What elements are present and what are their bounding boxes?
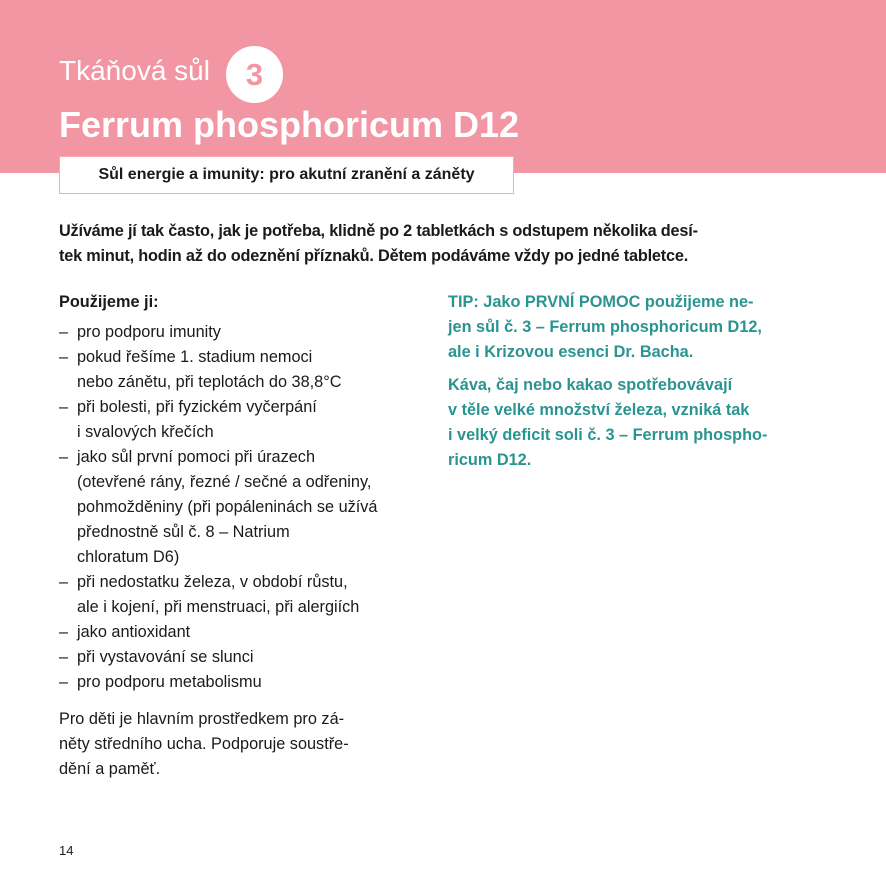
- tip-line: jen sůl č. 3 – Ferrum phosphoricum D12,: [448, 318, 762, 336]
- uses-column: [59, 290, 429, 782]
- list-item: [59, 320, 429, 345]
- list-item-line: nebo zánětu, při teplotách do 38,8°C: [77, 373, 342, 391]
- tip-first-aid: [448, 290, 808, 365]
- dash-bullet: –: [59, 323, 69, 341]
- list-item: [59, 570, 429, 620]
- list-item: [59, 670, 429, 695]
- intro-line: tek minut, hodin až do odeznění příznaků. Dětem podáváme vždy po jedné tabletce.: [59, 247, 689, 265]
- list-item-line: jako sůl první pomoci při úrazech: [77, 448, 315, 466]
- list-item-line: při nedostatku železa, v období růstu,: [77, 573, 348, 591]
- list-item: [59, 445, 429, 570]
- list-item-line: při vystavování se slunci: [77, 648, 254, 666]
- list-item-line: chloratum D6): [77, 548, 180, 566]
- kicker: Tkáňová sůl: [59, 55, 210, 86]
- note-line: Pro děti je hlavním prostředkem pro zá-: [59, 710, 345, 728]
- children-note: [59, 707, 429, 782]
- subtitle: Sůl energie a imunity: pro akutní zranění a záněty: [98, 166, 475, 183]
- list-item-line: přednostně sůl č. 8 – Natrium: [77, 523, 290, 541]
- dash-bullet: –: [59, 623, 69, 641]
- page-number: 14: [59, 843, 74, 858]
- note-line: něty středního ucha. Podporuje soustře-: [59, 735, 349, 753]
- list-item-line: při bolesti, při fyzickém vyčerpání: [77, 398, 317, 416]
- list-item: [59, 345, 429, 395]
- uses-list: [59, 320, 429, 695]
- list-item: [59, 645, 429, 670]
- tip-column: [448, 290, 808, 473]
- tip-line: i velký deficit soli č. 3 – Ferrum phospho-: [448, 426, 768, 444]
- tip-line: TIP: Jako PRVNÍ POMOC použijeme ne-: [448, 293, 754, 311]
- tip-line: v těle velké množství železa, vzniká tak: [448, 401, 750, 419]
- list-item-line: pro podporu imunity: [77, 323, 221, 341]
- list-item-line: (otevřené rány, řezné / sečné a odřeniny,: [77, 473, 372, 491]
- list-item: [59, 395, 429, 445]
- dash-bullet: –: [59, 398, 69, 416]
- list-item-line: jako antioxidant: [77, 623, 191, 641]
- list-item-line: pokud řešíme 1. stadium nemoci: [77, 348, 313, 366]
- tip-line: ricum D12.: [448, 451, 532, 469]
- tip-line: ale i Krizovou esenci Dr. Bacha.: [448, 343, 694, 361]
- dash-bullet: –: [59, 573, 69, 591]
- list-item-line: ale i kojení, při menstruaci, při alergiích: [77, 598, 360, 616]
- tip-line: Káva, čaj nebo kakao spotřebovávají: [448, 376, 733, 394]
- uses-heading: Použijeme ji:: [59, 293, 159, 311]
- salt-number-badge: 3: [226, 46, 283, 103]
- tip-coffee: [448, 373, 808, 473]
- dash-bullet: –: [59, 673, 69, 691]
- note-line: dění a paměť.: [59, 760, 161, 778]
- list-item-line: pohmožděniny (při popáleninách se užívá: [77, 498, 378, 516]
- dash-bullet: –: [59, 648, 69, 666]
- list-item-line: i svalových křečích: [77, 423, 214, 441]
- dash-bullet: –: [59, 448, 69, 466]
- dash-bullet: –: [59, 348, 69, 366]
- list-item-line: pro podporu metabolismu: [77, 673, 262, 691]
- page-title: Ferrum phosphoricum D12: [59, 104, 520, 145]
- list-item: [59, 620, 429, 645]
- intro-paragraph: [59, 219, 804, 269]
- subtitle-box: [59, 156, 514, 194]
- intro-line: Užíváme jí tak často, jak je potřeba, klidně po 2 tabletkách s odstupem několika desí-: [59, 222, 698, 240]
